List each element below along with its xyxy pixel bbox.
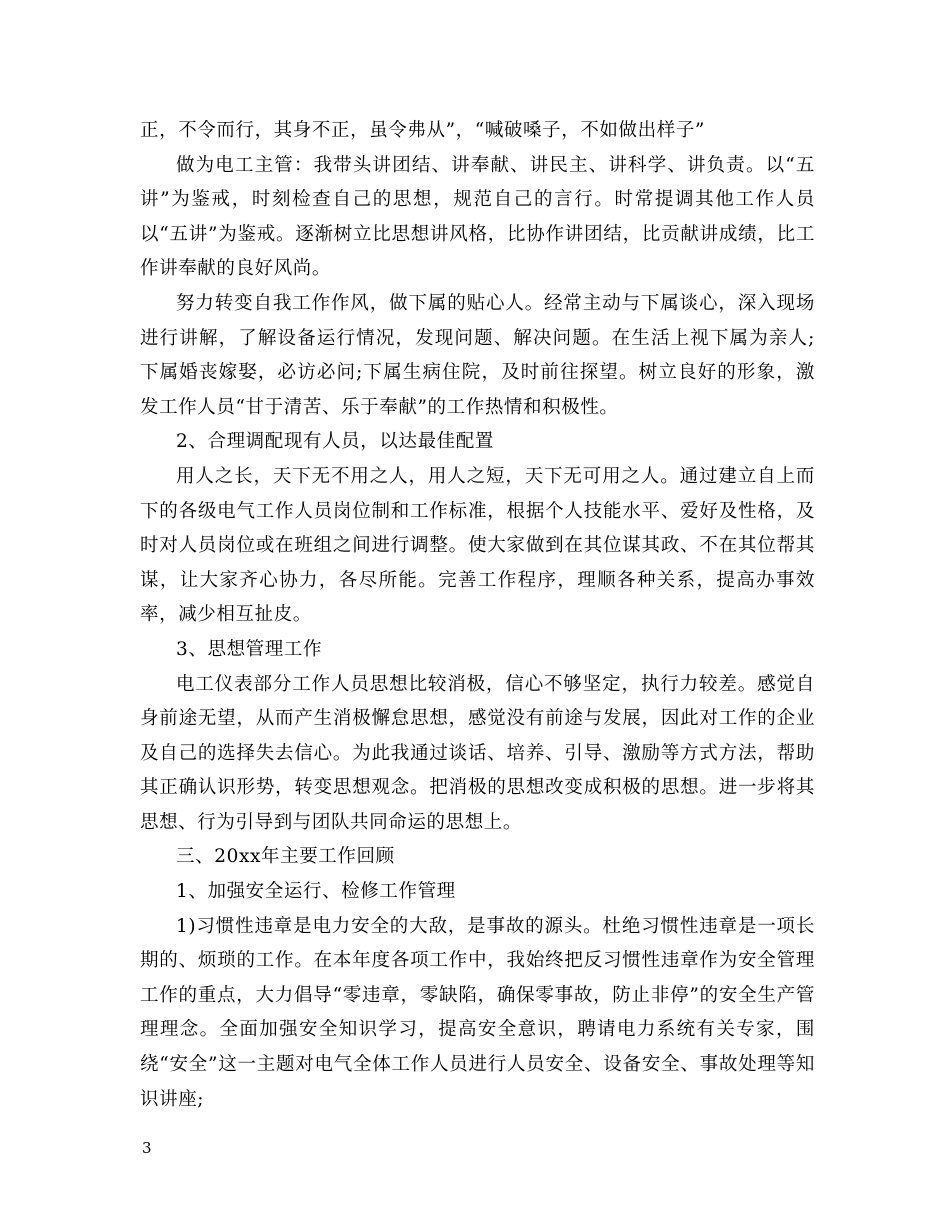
heading-ideology-management: 3、思想管理工作: [176, 638, 323, 660]
paragraph-work-style: 努力转变自我工作作风，做下属的贴心人。经常主动与下属谈心，深入现场进行讲解，了解设备运行情况，发现问题、解决问题。在生活上视下属为亲人;下属婚丧嫁娶，必访必问;下属生病住院，及时前往探望。树立良好的形象，激发工作人员“甘于清苦、乐于奉献”的工作热情和积极性。: [140, 292, 815, 418]
heading-safety-management: 1、加强安全运行、检修工作管理: [176, 881, 456, 903]
paragraph-staff-allocation: 用人之长，天下无不用之人，用人之短，天下无可用之人。通过建立自上而下的各级电气工作人员岗位制和工作标准，根据个人技能水平、爱好及性格，及时对人员岗位或在班组之间进行调整。使大家做到在其位谋其政、不在其位帮其谋，让大家齐心协力，各尽所能。完善工作程序，理顺各种关系，提高办事效率，减少相互扯皮。: [140, 465, 815, 626]
heading-staff-allocation: 2、合理调配现有人员，以达最佳配置: [176, 431, 494, 453]
heading-annual-review: 三、20xx年主要工作回顾: [176, 846, 395, 868]
page-number: 3: [142, 1139, 152, 1157]
document-body: [140, 114, 815, 1117]
paragraph-habitual-violations: 1)习惯性违章是电力安全的大敌，是事故的源头。杜绝习惯性违章是一项长期的、烦琐的工作。在本年度各项工作中，我始终把反习惯性违章作为安全管理工作的重点，大力倡导“零违章，零缺陷，确保零事故，防止非停”的安全生产管理理念。全面加强安全知识学习，提高安全意识，聘请电力系统有关专家，围绕“安全”这一主题对电气全体工作人员进行人员安全、设备安全、事故处理等知识讲座;: [140, 915, 815, 1110]
paragraph-ideology-management: 电工仪表部分工作人员思想比较消极，信心不够坚定，执行力较差。感觉自身前途无望，从而产生消极懈怠思想，感觉没有前途与发展，因此对工作的企业及自己的选择失去信心。为此我通过谈话、培养、引导、激励等方式方法，帮助其正确认识形势，转变思想观念。把消极的思想改变成积极的思想。进一步将其思想、行为引导到与团队共同命运的思想上。: [140, 673, 815, 833]
paragraph-continuation: 正，不令而行，其身不正，虽令弗从”，“喊破嗓子，不如做出样子”: [140, 120, 705, 141]
paragraph-five-principles: 做为电工主管：我带头讲团结、讲奉献、讲民主、讲科学、讲负责。以“五讲”为鉴戒，时刻检查自己的思想，规范自己的言行。时常提调其他工作人员以“五讲”为鉴戒。逐渐树立比思想讲风格，比协作讲团结，比贡献讲成绩，比工作讲奉献的良好风尚。: [140, 154, 815, 280]
